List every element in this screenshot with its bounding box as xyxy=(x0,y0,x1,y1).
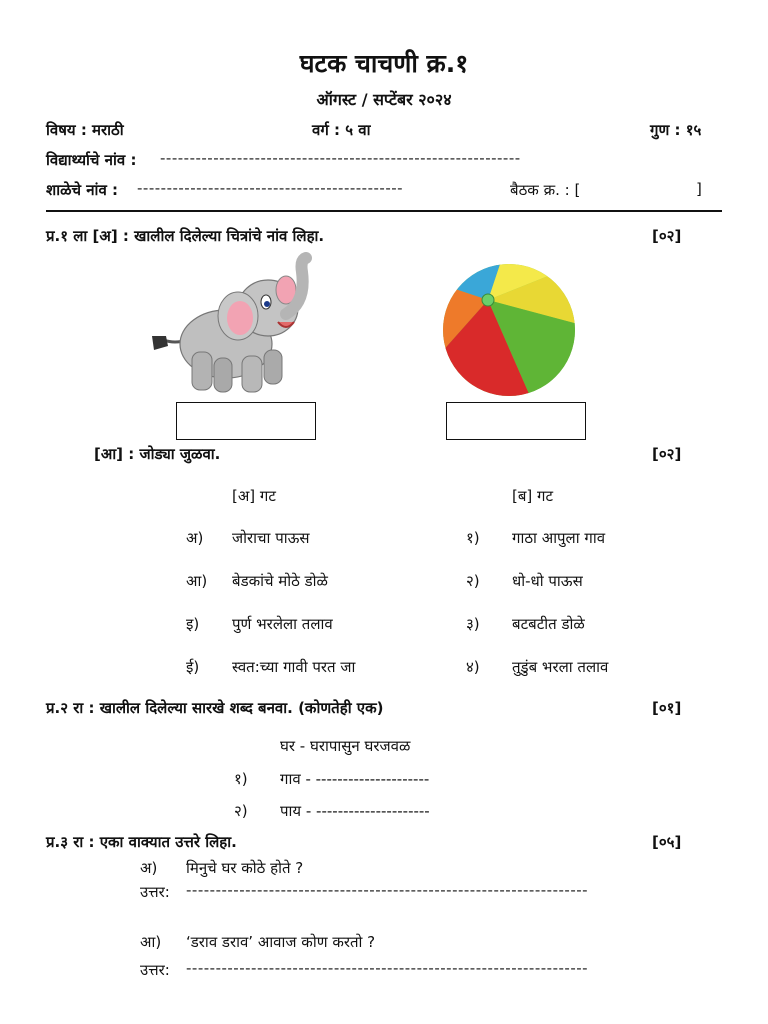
question-1b-marks: [०२] xyxy=(652,445,682,463)
elephant-image xyxy=(146,252,316,400)
match-b-key: ३) xyxy=(466,615,480,633)
match-a-key: ई) xyxy=(186,658,200,676)
group-a-header: [अ] गट xyxy=(232,487,276,505)
answer-line[interactable]: -------------------------------------------------------------------- xyxy=(186,881,589,899)
question-2-example: घर - घरापासुन घरजवळ xyxy=(280,737,411,755)
match-b-text: बटबटीत डोळे xyxy=(512,615,585,633)
question-1b-label: [आ] : जोड्या जुळवा. xyxy=(94,445,221,463)
question-3-item-key: अ) xyxy=(140,859,158,877)
match-b-text: गाठा आपुला गाव xyxy=(512,529,606,547)
match-a-key: अ) xyxy=(186,529,204,547)
question-3-item-question: ‘डराव डराव’ आवाज कोण करतो ? xyxy=(186,933,376,951)
match-a-text: स्वत:च्या गावी परत जा xyxy=(232,658,356,676)
question-2-item-key: १) xyxy=(234,770,248,788)
question-3-marks: [०५] xyxy=(652,833,682,851)
school-name-line: --------------------------------------------- xyxy=(137,179,404,197)
page-title: घटक चाचणी क्र.१ xyxy=(299,49,469,78)
student-name-line: ------------------------------------------------------------- xyxy=(160,149,521,167)
ball-image xyxy=(440,264,578,396)
question-3-item-key: आ) xyxy=(140,933,162,951)
question-3-item-question: मिनुचे घर कोठे होते ? xyxy=(186,859,304,877)
match-a-key: आ) xyxy=(186,572,208,590)
match-a-key: इ) xyxy=(186,615,200,633)
match-a-text: पुर्ण भरलेला तलाव xyxy=(232,615,333,633)
answer-line[interactable]: -------------------------------------------------------------------- xyxy=(186,959,589,977)
exam-month: ऑगस्ट / सप्टेंबर २०२४ xyxy=(316,90,452,109)
match-b-text: धो-धो पाऊस xyxy=(512,572,583,590)
seat-number-label: बैठक क्र. : [ xyxy=(510,181,581,199)
question-2-item-key: २) xyxy=(234,802,248,820)
question-2-item-text: पाय - --------------------- xyxy=(280,802,430,820)
elephant-answer-box[interactable] xyxy=(176,402,316,440)
subject-label: विषय : मराठी xyxy=(46,121,124,139)
class-label: वर्ग : ५ वा xyxy=(312,121,371,139)
question-1a-marks: [०२] xyxy=(652,227,682,245)
marks-label: गुण : १५ xyxy=(650,121,702,139)
match-a-text: बेडकांचे मोठे डोळे xyxy=(232,572,328,590)
answer-label: उत्तर: xyxy=(140,883,170,901)
school-name-label: शाळेचे नांव : xyxy=(46,181,119,199)
question-3-label: प्र.३ रा : एका वाक्यात उत्तरे लिहा. xyxy=(46,833,237,851)
question-1a-label: प्र.१ ला [अ] : खालील दिलेल्या चित्रांचे नांव लिहा. xyxy=(46,227,325,245)
seat-number-close: ] xyxy=(696,180,702,198)
question-2-marks: [०१] xyxy=(652,699,682,717)
answer-label: उत्तर: xyxy=(140,961,170,979)
question-2-item-text: गाव - --------------------- xyxy=(280,770,430,788)
match-b-key: २) xyxy=(466,572,480,590)
match-b-key: १) xyxy=(466,529,480,547)
match-b-key: ४) xyxy=(466,658,480,676)
match-a-text: जोराचा पाऊस xyxy=(232,529,310,547)
group-b-header: [ब] गट xyxy=(512,487,554,505)
match-b-text: तुडुंब भरला तलाव xyxy=(512,658,609,676)
student-name-label: विद्यार्थ्याचे नांव : xyxy=(46,151,137,169)
question-2-label: प्र.२ रा : खालील दिलेल्या सारखे शब्द बनवा. (कोणतेही एक) xyxy=(46,699,384,717)
ball-answer-box[interactable] xyxy=(446,402,586,440)
header-divider xyxy=(46,210,722,212)
